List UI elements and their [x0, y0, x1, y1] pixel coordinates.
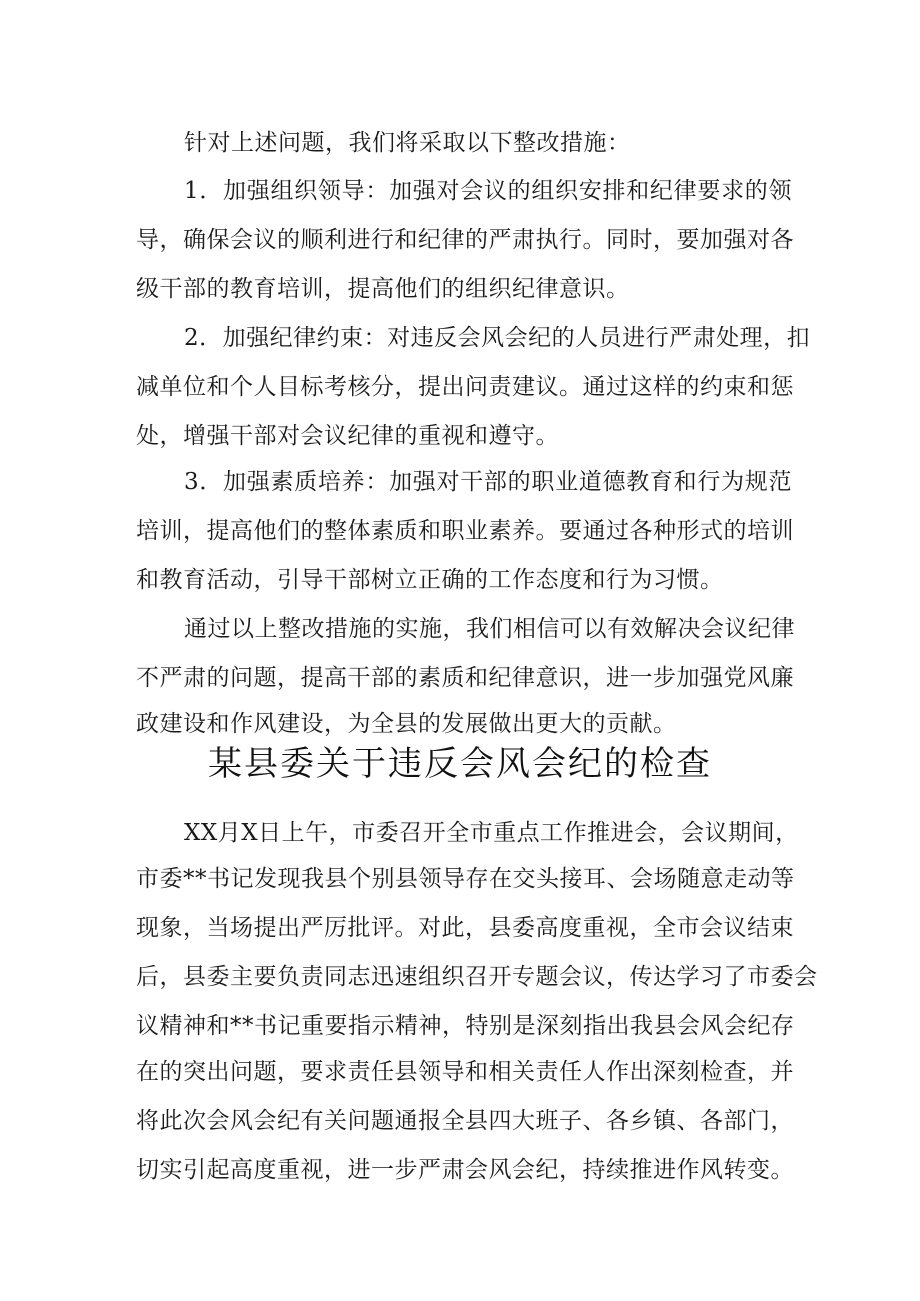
section-title: 某县委关于违反会风会纪的检查	[208, 744, 712, 784]
check-line-3: 现象，当场提出严厉批评。对此，县委高度重视，全市会议结束	[136, 915, 794, 941]
conclusion-line-2: 不严肃的问题，提高干部的素质和纪律意识，进一步加强党风廉	[136, 665, 794, 691]
item3-line-1: 3．加强素质培养：加强对干部的职业道德教育和行为规范	[184, 469, 792, 495]
item3-line-2: 培训，提高他们的整体素质和职业素养。要通过各种形式的培训	[136, 518, 794, 544]
check-line-4: 后，县委主要负责同志迅速组织召开专题会议，传达学习了市委会	[136, 964, 818, 990]
conclusion-line-3: 政建设和作风建设，为全县的发展做出更大的贡献。	[136, 711, 677, 737]
check-line-1: XX月X日上午，市委召开全市重点工作推进会，会议期间，	[184, 820, 799, 846]
check-line-6: 在的突出问题，要求责任县领导和相关责任人作出深刻检查，并	[136, 1059, 794, 1085]
item2-line-3: 处，增强干部对会议纪律的重视和遵守。	[136, 423, 559, 449]
check-line-2: 市委**书记发现我县个别县领导存在交头接耳、会场随意走动等	[136, 866, 795, 892]
check-line-8: 切实引起高度重视，进一步严肃会风会纪，持续推进作风转变。	[136, 1157, 794, 1183]
item2-line-2: 减单位和个人目标考核分，提出问责建议。通过这样的约束和惩	[136, 374, 794, 400]
conclusion-line-1: 通过以上整改措施的实施，我们相信可以有效解决会议纪律	[184, 616, 795, 642]
item1-line-3: 级干部的教育培训，提高他们的组织纪律意识。	[136, 276, 630, 302]
item1-line-2: 导，确保会议的顺利进行和纪律的严肃执行。同时，要加强对各	[136, 227, 794, 253]
item3-line-3: 和教育活动，引导干部树立正确的工作态度和行为习惯。	[136, 567, 724, 593]
check-line-7: 将此次会风会纪有关问题通报全县四大班子、各乡镇、各部门，	[136, 1108, 794, 1134]
item1-line-1: 1．加强组织领导：加强对会议的组织安排和纪律要求的领	[184, 178, 792, 204]
item2-line-1: 2．加强纪律约束：对违反会风会纪的人员进行严肃处理，扣	[184, 325, 811, 351]
check-line-5: 议精神和**书记重要指示精神，特别是深刻指出我县会风会纪存	[136, 1013, 795, 1039]
intro-line: 针对上述问题，我们将采取以下整改措施：	[184, 130, 631, 156]
